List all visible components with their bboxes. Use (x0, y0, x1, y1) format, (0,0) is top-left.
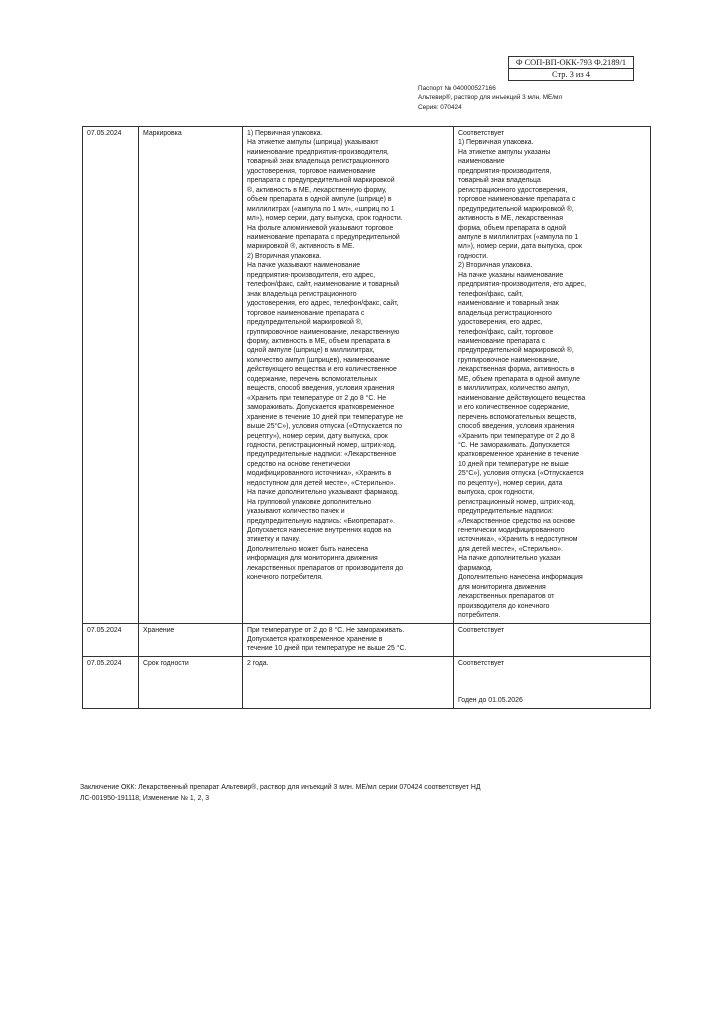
text-line: фармакод. (458, 564, 493, 572)
text-line: производителя до конечного (458, 602, 550, 610)
text-line: При температуре от 2 до 8 °С. Не замораживать. (247, 626, 405, 634)
text-line: удостоверения, торговое наименование (247, 167, 376, 175)
conclusion-line-2: ЛС-001950-191118, Изменение № 1, 2, 3 (80, 795, 210, 802)
text-line: рецепту»), номер серии, дату выпуска, срок (247, 432, 388, 440)
document-code-box (508, 56, 634, 81)
text-line: 2 года. (247, 659, 269, 667)
text-line: телефон/факс, сайт, (458, 290, 524, 298)
text-line: одной ампуле (шприце) в миллилитрах, (247, 347, 375, 355)
text-line: модифицированного источника», «Хранить в (247, 470, 392, 478)
text-line: Дополнительно может быть нанесена (247, 545, 369, 553)
text-line: и его количественное содержание, (458, 404, 570, 412)
text-line: Дополнительно нанесена информация (458, 574, 583, 582)
product-name: Альтевир®, раствор для инъекций 3 млн. МЕ/мл (418, 94, 563, 102)
requirement-cell (243, 656, 454, 708)
text-line: маркировкой ®, активность в МЕ. (247, 243, 355, 251)
result-cell (454, 623, 651, 656)
text-line: товарный знак владельца регистрационного (247, 158, 390, 166)
text-line: содержание, перечень вспомогательных (247, 375, 378, 383)
text-line: 10 дней при температуре не выше (458, 460, 569, 468)
text-line: препарата с предупредительной маркировкой (247, 177, 395, 185)
text-line: наименование (458, 158, 505, 166)
text-line: На пачке дополнительно указывают фармакод. (247, 489, 399, 497)
text-line: в миллилитрах, количество ампул, (458, 385, 570, 393)
text-line: телефон/факс, сайт, наименование и товарный (247, 281, 400, 289)
text-line: форму, активность в МЕ, объем препарата в (247, 337, 391, 345)
text-line: предприятия-производителя, его адрес, (247, 271, 376, 279)
text-line: течение 10 дней при температуре не выше 25 °С. (247, 645, 407, 653)
text-line: хранение в течение 10 дней при температуре не (247, 413, 404, 421)
text-line: знак владельца регистрационного (247, 290, 357, 298)
table-row-labeling (83, 127, 651, 624)
text-line: для мониторинга движения (458, 583, 546, 591)
parameter-cell: Срок годности (139, 656, 243, 708)
text-line: наименование препарата с предупредительной (247, 233, 400, 241)
text-line: торговое наименование препарата с (458, 196, 576, 204)
conclusion-line-1: Заключение ОКК: Лекарственный препарат Альтевир®, раствор для инъекций 3 млн. МЕ/мл серии 070424 соответствует НД (80, 784, 481, 791)
text-line: предупредительной маркировкой ®, (458, 347, 574, 355)
text-line: На пачке указывают наименование (247, 262, 361, 270)
text-line: способ введения, условия хранения (458, 423, 575, 431)
text-line: выпуска, срок годности, (458, 489, 535, 497)
text-line: лекарственная форма, активность в (458, 366, 575, 374)
text-line: перечень вспомогательных веществ, (458, 413, 577, 421)
text-line: предупредительной маркировкой ®, (247, 319, 363, 327)
text-line: На пачке указаны наименование (458, 271, 564, 279)
text-line: этикетку и пачку. (247, 536, 301, 544)
text-line: предупредительную надпись: «Биопрепарат». (247, 517, 395, 525)
text-line: ампуле в миллилитрах («ампула по 1 (458, 233, 579, 241)
text-line: торговое наименование препарата с (247, 309, 365, 317)
text-line: владельца регистрационного (458, 309, 552, 317)
result-status: Соответствует (458, 659, 505, 667)
requirement-text (247, 129, 450, 583)
text-line: мл»), номер серии, дату выпуска, срок годности. (247, 215, 403, 223)
text-line: веществ, способ введения, условия хранения (247, 385, 395, 393)
text-line: наименование действующего вещества (458, 394, 586, 402)
text-line: количество ампул (шприцев), наименование (247, 356, 390, 364)
text-line: На этикетке ампулы указаны (458, 148, 551, 156)
text-line: 25°С»), условия отпуска («Отпускается (458, 470, 584, 478)
passport-number: Паспорт № 040000527166 (418, 85, 496, 92)
series-number: Серия: 070424 (418, 103, 462, 111)
text-line: На групповой упаковке дополнительно (247, 498, 372, 506)
table-row-shelf-life (83, 656, 651, 708)
text-line: предприятия-производителя, его адрес, (458, 281, 587, 289)
text-line: годности, регистрационный номер, штрих-код, (247, 441, 396, 449)
requirement-cell (243, 127, 454, 624)
parameter-cell: Маркировка (139, 127, 243, 624)
text-line: форма, объем препарата в одной (458, 224, 567, 232)
text-line: по рецепту»), номер серии, дата (458, 479, 563, 487)
text-line: товарный знак владельца (458, 177, 541, 185)
text-line: 2) Вторичная упаковка. (247, 252, 322, 260)
text-line: для детей месте», «Стерильно». (458, 545, 563, 553)
text-line: замораживать. Допускается кратковременное (247, 404, 395, 412)
passport-header (418, 84, 562, 112)
text-line: 1) Первичная упаковка. (458, 139, 534, 147)
text-line: ®, активность в МЕ, лекарственную форму, (247, 186, 387, 194)
text-line: источника», «Хранить в недоступном (458, 536, 578, 544)
text-line: генетически модифицированного (458, 527, 565, 535)
parameter-cell: Хранение (139, 623, 243, 656)
text-line: регистрационного удостоверения, (458, 186, 568, 194)
expiry-date: Годен до 01.05.2026 (458, 697, 523, 705)
requirement-text (247, 626, 450, 654)
text-line: Соответствует (458, 130, 505, 137)
text-line: указывают количество пачек и (247, 508, 345, 516)
result-cell (454, 656, 651, 708)
text-line: группировочное наименование, лекарственную (247, 328, 400, 336)
date-cell: 07.05.2024 (83, 656, 139, 708)
text-line: °С. Не замораживать. Допускается (458, 441, 570, 449)
text-line: выше 25°С»), условия отпуска («Отпускается по (247, 423, 402, 431)
text-line: активность в МЕ, лекарственная (458, 215, 563, 223)
text-line: МЕ, объем препарата в одной ампуле (458, 375, 580, 383)
text-line: предупредительные надписи: (458, 508, 554, 516)
text-line: конечного потребителя. (247, 574, 323, 582)
text-line: удостоверения, его адрес, (458, 319, 543, 327)
result-text (458, 626, 647, 635)
text-line: действующего вещества и его количественное (247, 366, 397, 374)
text-line: регистрационный номер, штрих-код, (458, 498, 575, 506)
text-line: недоступном для детей месте», «Стерильно». (247, 479, 396, 487)
text-line: предупредительной маркировкой ®, (458, 205, 574, 213)
text-line: объем препарата в одной ампуле (шприце) в (247, 196, 392, 204)
text-line: 1) Первичная упаковка. (247, 130, 323, 137)
result-text (458, 129, 647, 621)
text-line: удостоверения, его адрес, телефон/факс, сайт, (247, 300, 399, 308)
text-line: «Хранить при температуре от 2 до 8 °С. Не (247, 394, 387, 402)
requirement-cell (243, 623, 454, 656)
page-number: Стр. 3 из 4 (552, 70, 590, 79)
text-line: средство на основе генетически (247, 460, 351, 468)
text-line: «Лекарственное средство на основе (458, 517, 576, 525)
text-line: наименование и товарный знак (458, 300, 559, 308)
quality-control-table (82, 126, 651, 709)
requirement-text (247, 659, 450, 668)
result-cell (454, 127, 651, 624)
text-line: потребителя. (458, 612, 501, 620)
text-line: 2) Вторичная упаковка. (458, 262, 533, 270)
text-line: На фольге алюминиевой указывают торговое (247, 224, 394, 232)
date-cell: 07.05.2024 (83, 623, 139, 656)
text-line: наименование предприятия-производителя, (247, 148, 389, 156)
table-row-storage (83, 623, 651, 656)
text-line: кратковременное хранение в течение (458, 451, 580, 459)
text-line: Допускается кратковременное хранение в (247, 636, 383, 644)
date-cell: 07.05.2024 (83, 127, 139, 624)
text-line: предупредительные надписи: «Лекарственное (247, 451, 397, 459)
text-line: телефон/факс, сайт, торговое (458, 328, 554, 336)
text-line: информация для мониторинга движения (247, 555, 378, 563)
text-line: На пачке дополнительно указан (458, 555, 561, 563)
text-line: Соответствует (458, 626, 505, 634)
text-line: годности. (458, 252, 489, 260)
text-line: На этикетке ампулы (шприца) указывают (247, 139, 379, 147)
document-code: Ф СОП-ВП-ОКК-793 Ф.2189/1 (509, 57, 633, 69)
text-line: мл»), номер серии, дата выпуска, срок (458, 243, 582, 251)
text-line: «Хранить при температуре от 2 до 8 (458, 432, 575, 440)
text-line: наименование препарата с (458, 337, 546, 345)
text-line: группировочное наименование, (458, 356, 560, 364)
text-line: Допускается нанесение внутренних кодов на (247, 527, 392, 535)
text-line: миллилитрах («ампула по 1 мл», «шприц по 1 (247, 205, 395, 213)
text-line: лекарственных препаратов от (458, 593, 555, 601)
text-line: предприятия-производителя, (458, 167, 552, 175)
text-line: лекарственных препаратов от производителя до (247, 564, 404, 572)
conclusion (80, 782, 650, 804)
